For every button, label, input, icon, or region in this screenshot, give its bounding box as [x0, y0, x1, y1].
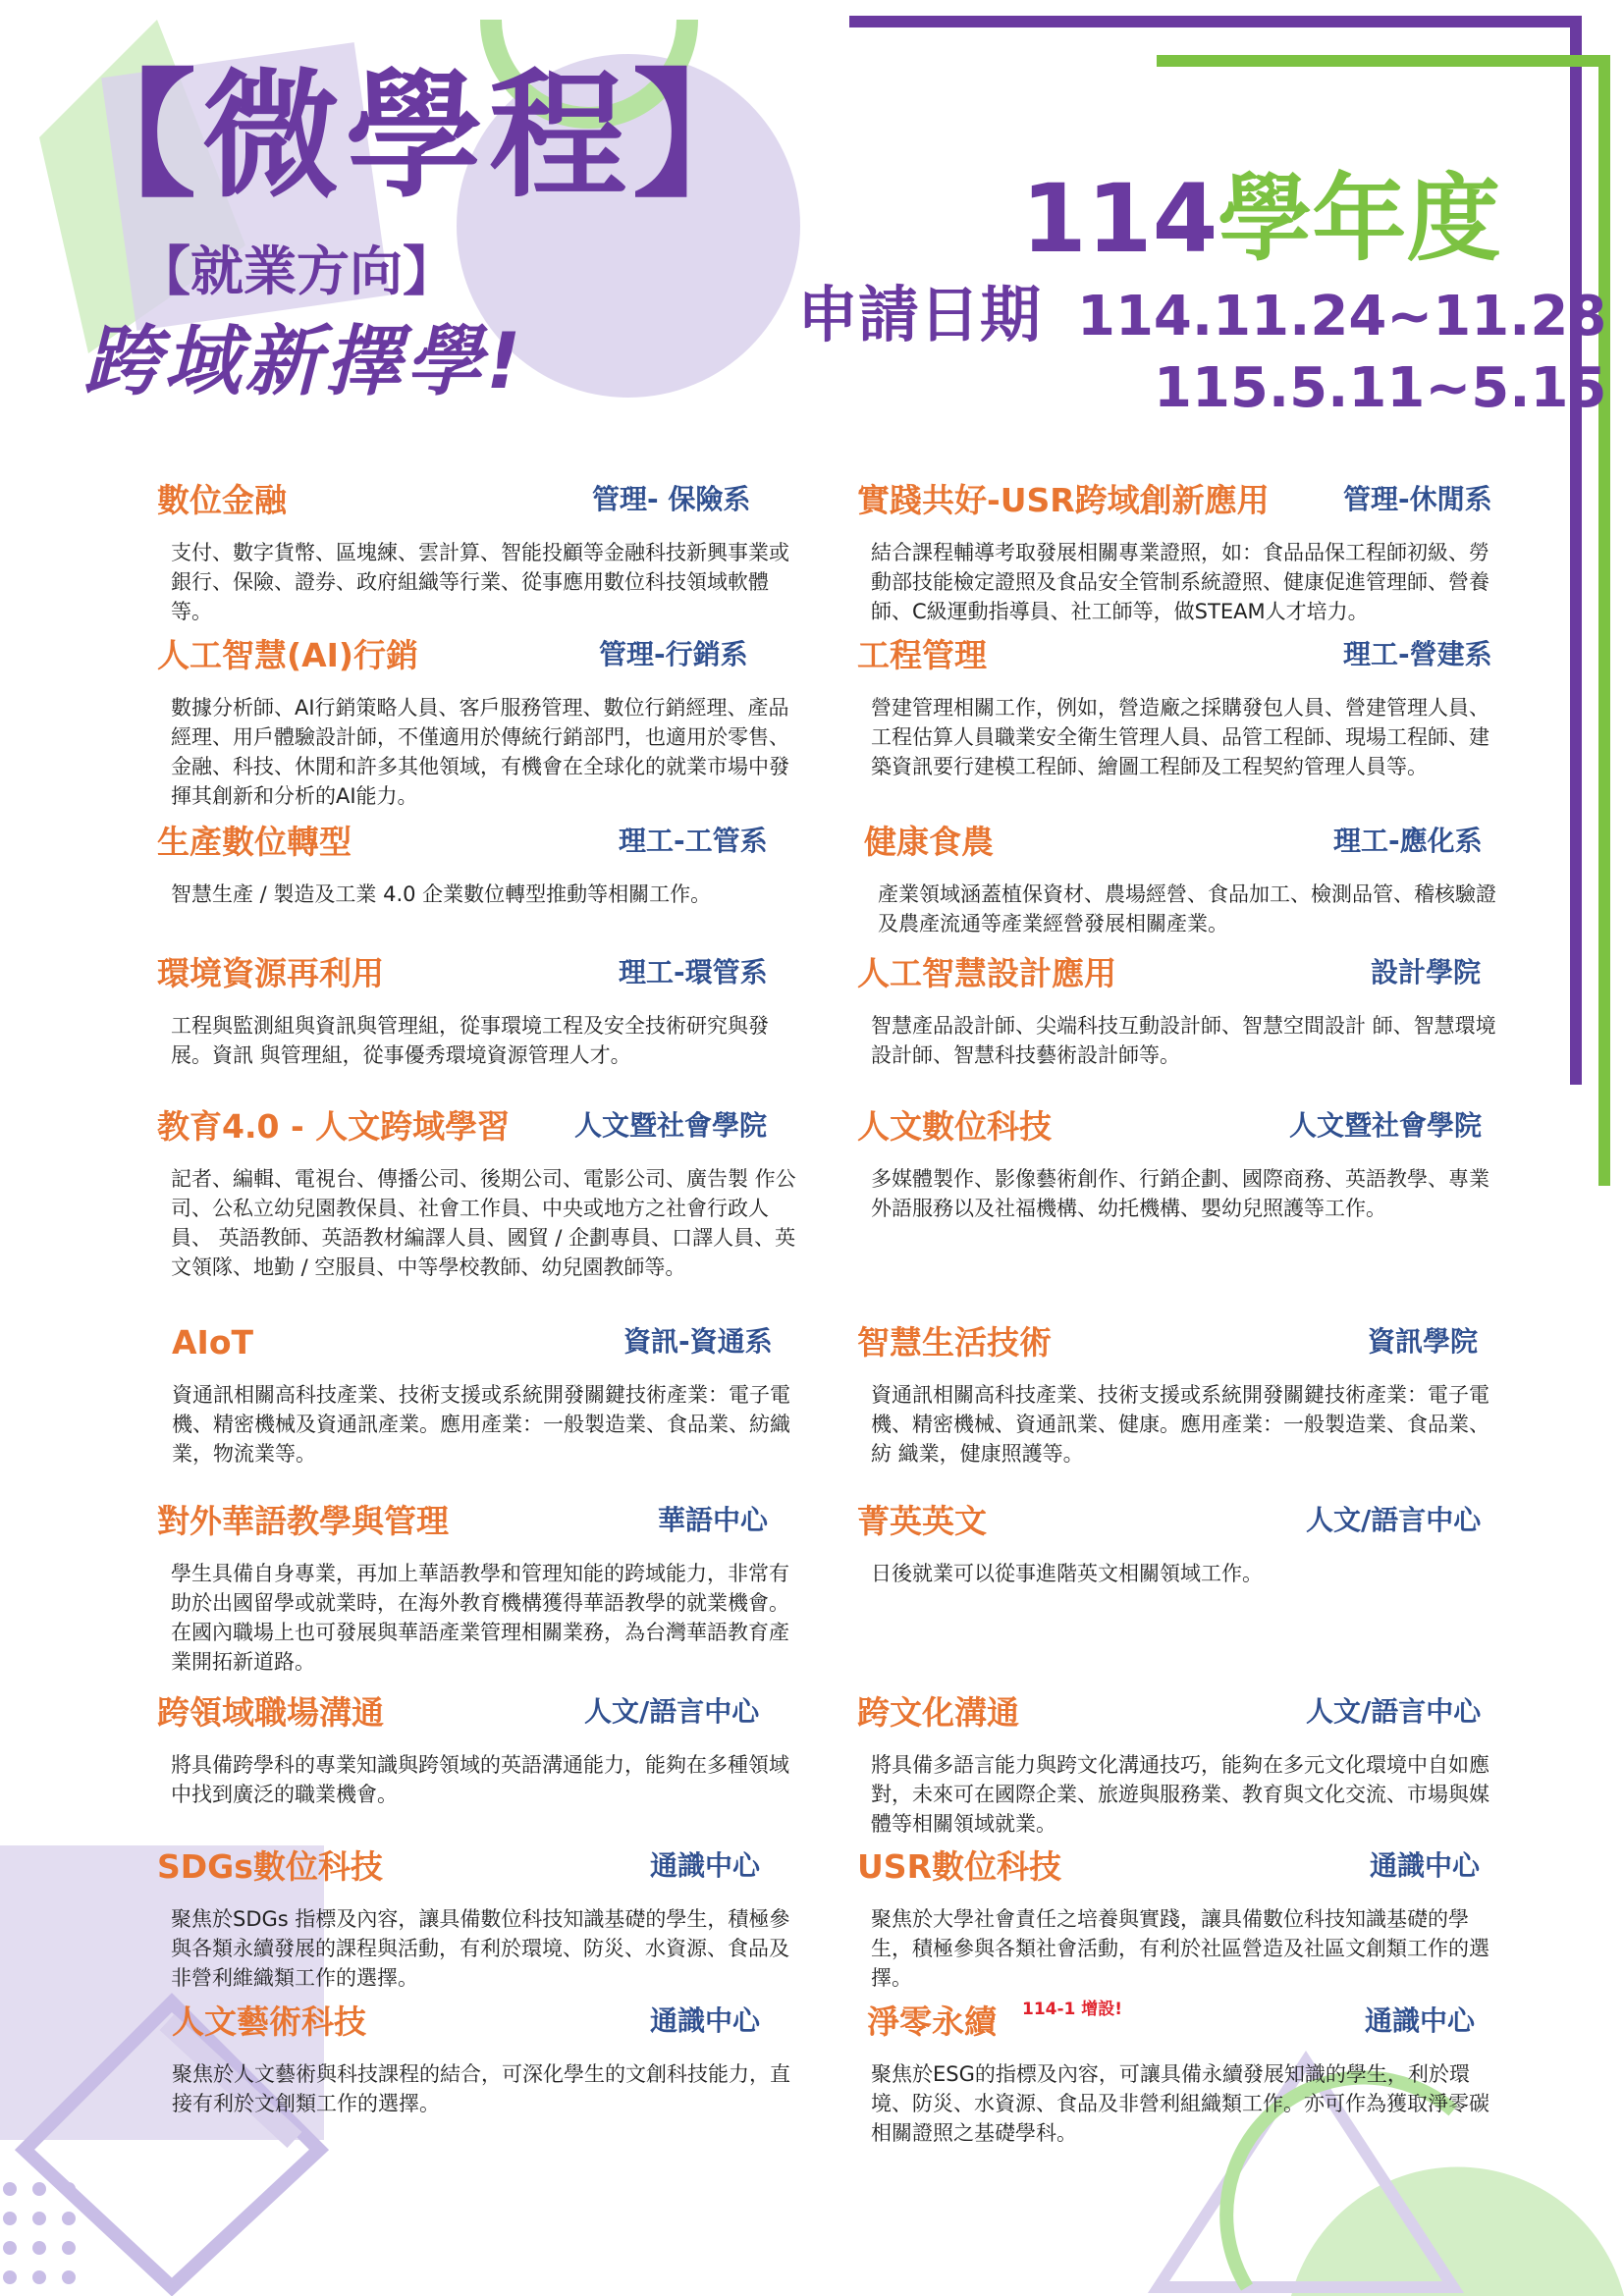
program-dept: 資訊學院 [1368, 1325, 1479, 1358]
new-badge: 114-1 增設! [1022, 2000, 1123, 2019]
decorative-semicircle [1291, 2167, 1624, 2296]
program-desc: 聚焦於大學社會責任之培養與實踐，讓具備數位科技知識基礎的學生，積極參與各類社會活動，有利於社區營造及社區文創類工作的選擇。 [871, 1907, 1489, 1990]
program-name: 淨零永續 [867, 2002, 997, 2041]
program-name: 環境資源再利用 [157, 954, 384, 992]
program-name: 健康食農 [864, 823, 994, 861]
program-dept: 華語中心 [658, 1504, 769, 1536]
program-desc: 日後就業可以從事進階英文相關領域工作。 [871, 1562, 1263, 1585]
program-dept: 資訊-資通系 [623, 1325, 773, 1358]
program-desc: 聚焦於SDGs 指標及內容，讓具備數位科技知識基礎的學生，積極參與各類永續發展的課程與活動，有利於環境、防災、水資源、食品及非營利維織類工作的選擇。 [171, 1907, 790, 1990]
year-number: 114 [1021, 164, 1218, 274]
decorative-dots [3, 2182, 76, 2284]
program-name: 人文數位科技 [857, 1107, 1052, 1146]
year-text: 學年度 [1218, 164, 1501, 274]
program-name: 工程管理 [857, 636, 987, 674]
program-name: 人工智慧(AI)行銷 [157, 636, 418, 674]
program-desc: 營建管理相關工作，例如，營造廠之採購發包人員、營建管理人員、工程估算人員職業安全衛生管理人員、品管工程師、現場工程師、建築資訊要行建模工程師、繪圖工程師及工程契約管理人員等。 [871, 696, 1489, 778]
page-subtitle: 【就業方向】 [137, 240, 456, 302]
program-dept: 設計學院 [1371, 956, 1482, 988]
program-dept: 人文/語言中心 [1306, 1504, 1482, 1536]
program-dept: 通識中心 [1370, 1849, 1481, 1882]
apply-date-2: 115.5.11~5.15 [1154, 356, 1607, 420]
slogan: 跨域新擇學! [83, 318, 525, 406]
apply-date-1: 114.11.24~11.28 [1077, 285, 1607, 348]
program-desc: 智慧生產 / 製造及工業 4.0 企業數位轉型推動等相關工作。 [171, 882, 712, 906]
program-name: 跨領域職場溝通 [157, 1693, 384, 1732]
program-dept: 理工-營建系 [1343, 638, 1492, 670]
program-desc: 智慧產品設計師、尖端科技互動設計師、智慧空間設計 師、智慧環境設計師、智慧科技藝術設計師等。 [871, 1014, 1496, 1067]
program-dept: 通識中心 [650, 2004, 761, 2037]
program-dept: 人文暨社會學院 [574, 1109, 768, 1142]
program-desc: 聚焦於人文藝術與科技課程的結合，可深化學生的文創科技能力，直接有利於文創類工作的選擇。 [172, 2062, 790, 2115]
program-name: 人工智慧設計應用 [857, 954, 1116, 992]
program-name: 對外華語教學與管理 [157, 1502, 449, 1540]
program-desc: 資通訊相關高科技產業、技術支援或系統開發關鍵技術產業：電子電機、精密機械及資通訊產業。應用產業：一般製造業、食品業、紡織業，物流業等。 [172, 1383, 790, 1466]
program-desc: 結合課程輔導考取發展相關專業證照，如：食品品保工程師初級、勞動部技能檢定證照及食品安全管制系統證照、健康促進管理師、營養師、C級運動指導員、社工師等，做STEAM人才培力。 [871, 541, 1489, 623]
apply-label: 申請日期 [797, 279, 1042, 350]
program-dept: 通識中心 [650, 1849, 761, 1882]
program-desc: 支付、數字貨幣、區塊練、雲計算、智能投顧等金融科技新興事業或銀行、保險、證券、政府組織等行業、從事應用數位科技領域軟體等。 [171, 541, 789, 623]
program-desc: 將具備跨學科的專業知識與跨領域的英語溝通能力，能夠在多種領域中找到廣泛的職業機會。 [171, 1753, 789, 1806]
program-desc: 產業領域涵蓋植保資材、農場經營、食品加工、檢測品管、稽核驗證及農產流通等產業經營發展相關產業。 [878, 882, 1496, 935]
program-desc: 學生具備自身專業，再加上華語教學和管理知能的跨域能力，非常有助於出國留學或就業時，在海外教育機構獲得華語教學的就業機會。在國內職場上也可發展與華語產業管理相關業務，為台灣華語教育產業開拓新道路。 [171, 1562, 789, 1674]
academic-year [1021, 164, 1501, 274]
program-dept: 管理-行銷系 [599, 638, 748, 670]
program-desc: 記者、編輯、電視台、傳播公司、後期公司、電影公司、廣告製 作公司、公私立幼兒園教保員、社會工作員、中央或地方之社會行政人員、 英語教師、英語教材編譯人員、國貿 / 企劃專員、口譯人員、英文領隊、地勤 / 空服員、中等學校教師、幼兒園教師等。 [171, 1167, 796, 1279]
program-dept: 人文/語言中心 [1306, 1695, 1482, 1728]
page-title: 【微學程】 [59, 57, 777, 217]
program-name: 跨文化溝通 [857, 1693, 1019, 1732]
program-dept: 人文/語言中心 [584, 1695, 760, 1728]
program-dept: 人文暨社會學院 [1289, 1109, 1483, 1142]
program-name: 數位金融 [157, 481, 287, 519]
program-name: USR數位科技 [857, 1847, 1061, 1886]
program-name: 教育4.0 - 人文跨域學習 [157, 1107, 511, 1146]
program-dept: 管理-休閒系 [1343, 483, 1492, 515]
program-desc: 多媒體製作、影像藝術創作、行銷企劃、國際商務、英語教學、專業外語服務以及社福機構、幼托機構、嬰幼兒照護等工作。 [871, 1167, 1489, 1220]
program-name: 智慧生活技術 [857, 1323, 1052, 1362]
program-desc: 工程與監測組與資訊與管理組，從事環境工程及安全技術研究與發展。資訊 與管理組，從事優秀環境資源管理人才。 [171, 1014, 769, 1067]
program-name: 菁英英文 [857, 1502, 987, 1540]
program-dept: 通識中心 [1365, 2004, 1476, 2037]
program-name: AIoT [172, 1323, 253, 1362]
program-dept: 理工-應化系 [1333, 825, 1483, 857]
program-name: 實踐共好-USR跨域創新應用 [857, 481, 1270, 519]
program-desc: 將具備多語言能力與跨文化溝通技巧，能夠在多元文化環境中自如應對，未來可在國際企業、旅遊與服務業、教育與文化交流、市場與媒體等相關領域就業。 [871, 1753, 1489, 1836]
program-desc: 數據分析師、AI行銷策略人員、客戶服務管理、數位行銷經理、產品經理、用戶體驗設計師，不僅適用於傳統行銷部門，也適用於零售、金融、科技、休閒和許多其他領域，有機會在全球化的就業市場中發揮其創新和分析的AI能力。 [171, 696, 789, 808]
program-dept: 理工-環管系 [619, 956, 768, 988]
program-name: 生產數位轉型 [157, 823, 352, 861]
program-name: 人文藝術科技 [172, 2002, 366, 2041]
program-desc: 資通訊相關高科技產業、技術支援或系統開發關鍵技術產業：電子電機、精密機械、資通訊業、健康。應用產業：一般製造業、食品業、紡 織業，健康照護等。 [871, 1383, 1489, 1466]
program-name: SDGs數位科技 [157, 1847, 383, 1886]
program-dept: 管理- 保險系 [592, 483, 751, 515]
program-desc: 聚焦於ESG的指標及內容，可讓具備永續發展知識的學生，利於環境、防災、水資源、食品及非營利組織類工作。亦可作為獲取淨零碳相關證照之基礎學科。 [871, 2062, 1489, 2145]
program-dept: 理工-工管系 [619, 825, 768, 857]
